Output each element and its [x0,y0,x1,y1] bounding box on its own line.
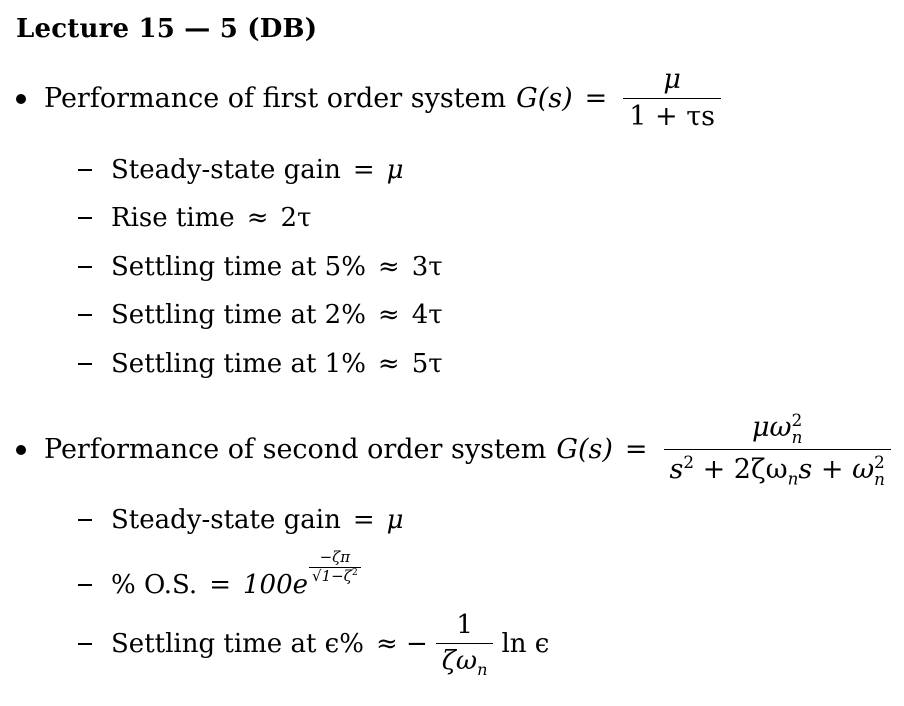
item-value: 4τ [411,300,443,330]
second-order-equals: = [624,434,648,466]
exponent-denominator [309,567,361,585]
overshoot-base: 100e [242,570,308,601]
sqrt-icon: √ [312,566,322,585]
second-order-denominator [664,449,891,490]
item-label: Steady-state gain [111,155,341,185]
item-label: Settling time at 2% [111,300,366,330]
second-order-transfer-fraction [664,412,891,488]
dash-icon [78,643,92,645]
second-order-item [78,610,550,680]
item-label: Steady-state gain [111,505,341,535]
bullet-dot-icon [16,445,26,455]
dash-icon [78,363,92,365]
item-label: Settling time at 1% [111,349,366,379]
dash-icon [78,584,92,586]
item-relation: ≈ [246,203,269,233]
first-order-heading: Performance of first order system [44,83,507,115]
item-value: 5τ [411,349,443,379]
overshoot-exponent-fraction [309,550,361,585]
dash-icon [78,266,92,268]
denominator-w-superscript: 2 [874,452,885,473]
first-order-item [78,349,443,379]
first-order-item [78,300,443,330]
item-value: μ [386,155,404,185]
first-order-bullet [14,66,725,132]
item-label: Rise time [111,203,235,233]
second-order-item [78,505,404,535]
second-order-numerator [746,412,808,449]
dash-icon [78,314,92,316]
item-label: % O.S. [111,570,198,601]
item-relation: = [209,570,231,601]
item-value: 3τ [411,252,443,282]
denominator-middle: + 2ζω [694,454,788,486]
settling-denominator-subscript: n [477,660,488,680]
denominator-w-subscript: n [874,469,885,490]
item-value: μ [386,505,404,535]
second-order-heading: Performance of second order system [44,434,547,466]
first-order-lhs: G(s) [516,83,573,115]
item-relation: ≈ − [375,628,428,659]
first-order-item [78,203,311,233]
dash-icon [78,169,92,171]
numerator-superscript: 2 [791,410,803,430]
bullet-dot-icon [16,94,26,104]
exponent-denominator-superscript: 2 [351,566,358,578]
first-order-item [78,252,443,282]
item-label: Settling time at 5% [111,252,366,282]
settling-fraction [436,610,494,680]
denominator-middle-subscript: n [787,469,799,490]
first-order-transfer-fraction [623,66,721,132]
denominator-middle-2: s + ω [798,454,875,486]
first-order-denominator: 1 + τs [623,98,721,131]
exponent-denominator-body: 1−ζ [321,566,352,585]
dash-icon [78,217,92,219]
exponent-numerator: −ζπ [319,548,351,566]
settling-numerator: 1 [456,610,473,640]
item-relation: ≈ [377,300,400,330]
numerator-subscript: n [791,426,803,447]
item-relation: ≈ [377,349,400,379]
settling-tail: ln ϵ [501,628,550,659]
item-relation: ≈ [377,252,400,282]
first-order-equals: = [584,83,608,115]
dash-icon [78,519,92,521]
settling-denominator [436,643,494,680]
item-relation: = [352,155,375,185]
item-value: 2τ [280,203,312,233]
item-relation: = [352,505,375,535]
second-order-lhs: G(s) [556,434,613,466]
first-order-item [78,155,404,185]
item-label: Settling time at ϵ% [111,628,364,659]
first-order-numerator: μ [663,64,681,95]
page-title: Lecture 15 — 5 (DB) [16,14,318,44]
second-order-bullet [14,412,895,488]
denominator-s: s [669,454,684,486]
denominator-s-superscript: 2 [683,452,695,473]
numerator-base: μω [752,412,792,444]
settling-denominator-base: ζω [441,646,478,677]
